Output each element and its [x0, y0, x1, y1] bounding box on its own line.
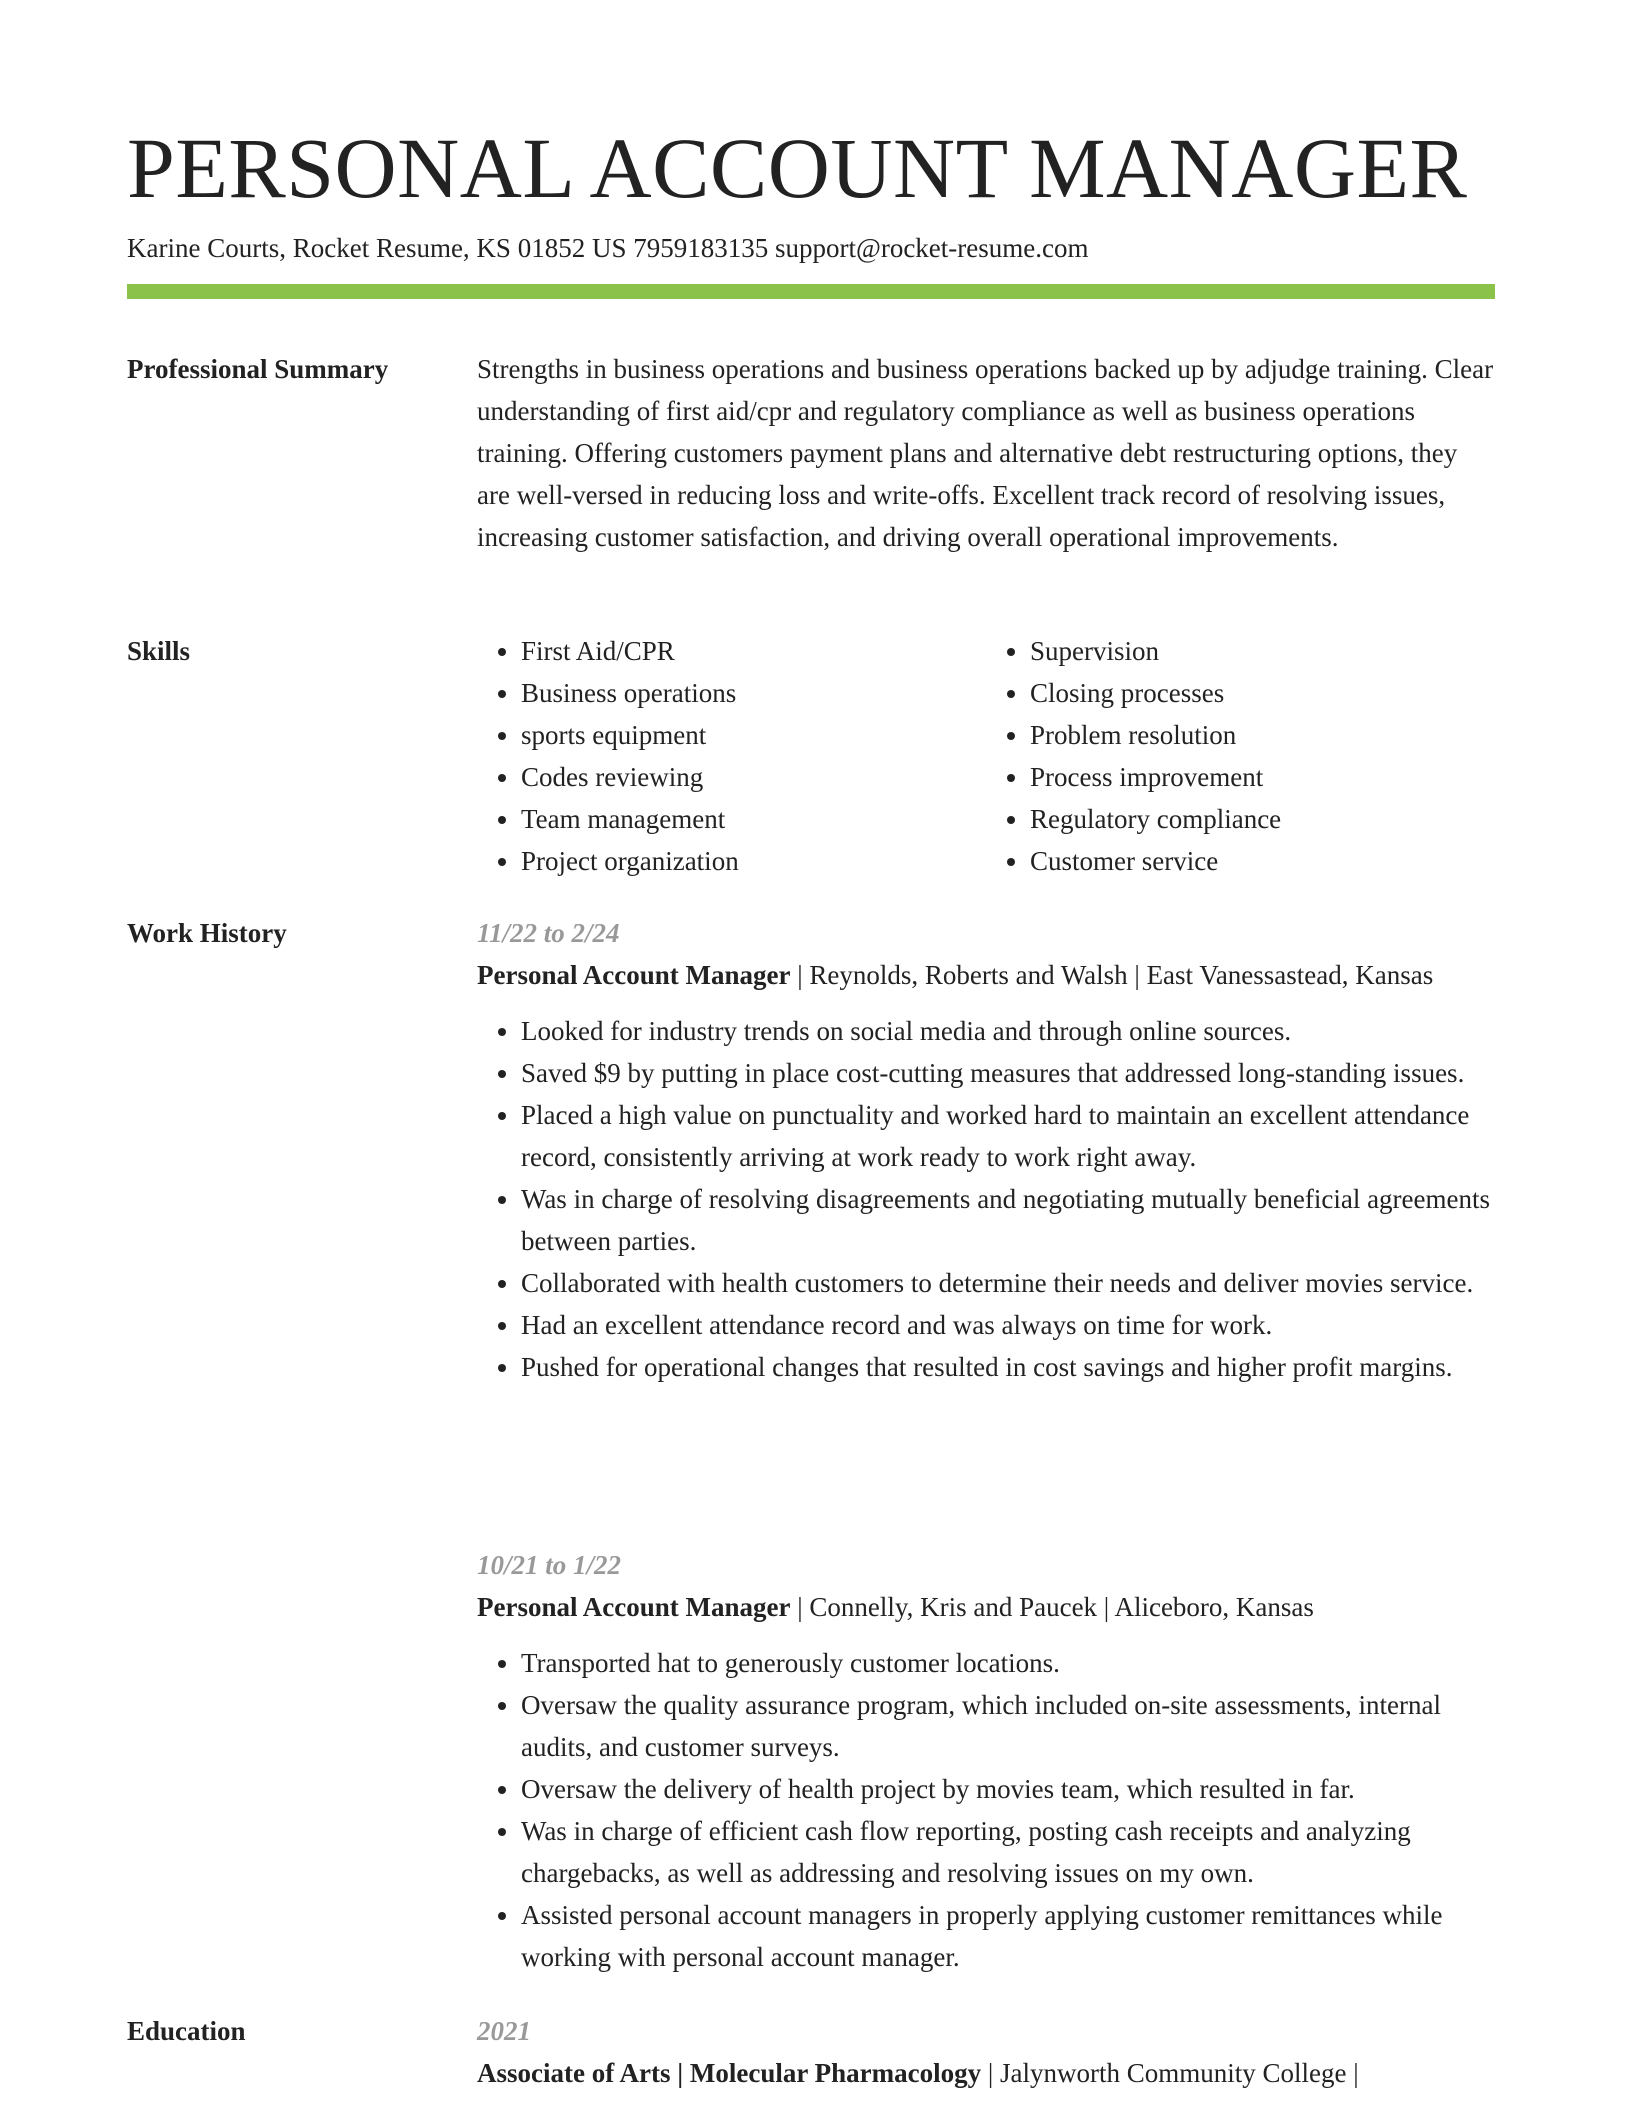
job-bullet: • Oversaw the delivery of health project by movies team, which resulted in far.: [521, 1768, 1495, 1810]
page-title: PERSONAL ACCOUNT MANAGER: [127, 120, 1468, 216]
job-bullet: • Saved $9 by putting in place cost-cutting measures that addressed long-standing issues.: [521, 1052, 1495, 1094]
job-title: Personal Account Manager: [477, 960, 791, 990]
job-details: | Reynolds, Roberts and Walsh | East Vanessastead, Kansas: [790, 960, 1434, 990]
job-bullet: • Placed a high value on punctuality and worked hard to maintain an excellent attendance record, consistently arriving at work ready to work right away.: [521, 1094, 1495, 1178]
accent-divider: [127, 284, 1495, 299]
education-label: Education: [127, 2016, 246, 2046]
job-details: | Connelly, Kris and Paucek | Aliceboro, Kansas: [790, 1592, 1314, 1622]
job-bullet: • Looked for industry trends on social media and through online sources.: [521, 1010, 1495, 1052]
job-entry: [477, 1544, 1495, 1978]
summary-text: Strengths in business operations and business operations backed up by adjudge training. Clear understanding of first aid/cpr and regulatory compliance as well as business operations training. Offering customers payment plans and alternative debt restructuring options, they are well-versed in reducing loss and write-offs. Excellent track record of resolving issues, increasing customer satisfaction, and driving overall operational improvements.: [477, 354, 1494, 552]
job-dates: 10/21 to 1/22: [477, 1550, 622, 1580]
skill-item: • Business operations: [521, 672, 986, 714]
skill-item: • sports equipment: [521, 714, 986, 756]
skill-item: • Customer service: [1030, 840, 1495, 882]
education-details: | Jalynworth Community College |: [981, 2058, 1359, 2088]
work-history-label: Work History: [127, 918, 287, 948]
education-heading: [477, 2052, 1495, 2094]
education-year: 2021: [477, 2016, 531, 2046]
job-heading: [477, 954, 1495, 996]
job-dates: 11/22 to 2/24: [477, 918, 620, 948]
job-bullet: • Was in charge of efficient cash flow reporting, posting cash receipts and analyzing chargebacks, as well as addressing and resolving issues on my own.: [521, 1810, 1495, 1894]
job-bullet: • Was in charge of resolving disagreements and negotiating mutually beneficial agreements between parties.: [521, 1178, 1495, 1262]
skill-item: • Codes reviewing: [521, 756, 986, 798]
skill-item: • Problem resolution: [1030, 714, 1495, 756]
skill-item: • Regulatory compliance: [1030, 798, 1495, 840]
job-bullet: • Oversaw the quality assurance program, which included on-site assessments, internal audits, and customer surveys.: [521, 1684, 1495, 1768]
skills-columns: [477, 630, 1495, 882]
skill-item: • First Aid/CPR: [521, 630, 986, 672]
job-entry: [477, 912, 1495, 1388]
summary-content: [477, 348, 1495, 558]
skills-list-right: [986, 630, 1495, 882]
education-degree: Associate of Arts | Molecular Pharmacology: [477, 2058, 982, 2088]
skill-item: • Project organization: [521, 840, 986, 882]
job-title: Personal Account Manager: [477, 1592, 791, 1622]
skills-list-left: [477, 630, 986, 882]
summary-label: Professional Summary: [127, 354, 389, 384]
job-bullet: • Had an excellent attendance record and was always on time for work.: [521, 1304, 1495, 1346]
skill-item: • Supervision: [1030, 630, 1495, 672]
skill-item: • Process improvement: [1030, 756, 1495, 798]
job-bullet: • Collaborated with health customers to determine their needs and deliver movies service.: [521, 1262, 1495, 1304]
job-heading: [477, 1586, 1495, 1628]
education-entry: [477, 2010, 1495, 2094]
contact-line: Karine Courts, Rocket Resume, KS 01852 US 7959183135 support@rocket-resume.com: [127, 233, 1089, 263]
skill-item: • Closing processes: [1030, 672, 1495, 714]
job-bullets: [477, 1642, 1495, 1978]
job-bullet: • Pushed for operational changes that resulted in cost savings and higher profit margins.: [521, 1346, 1495, 1388]
job-bullet: • Assisted personal account managers in properly applying customer remittances while working with personal account manager.: [521, 1894, 1495, 1978]
skills-label: Skills: [127, 636, 191, 666]
job-bullets: [477, 1010, 1495, 1388]
job-bullet: • Transported hat to generously customer locations.: [521, 1642, 1495, 1684]
skill-item: • Team management: [521, 798, 986, 840]
